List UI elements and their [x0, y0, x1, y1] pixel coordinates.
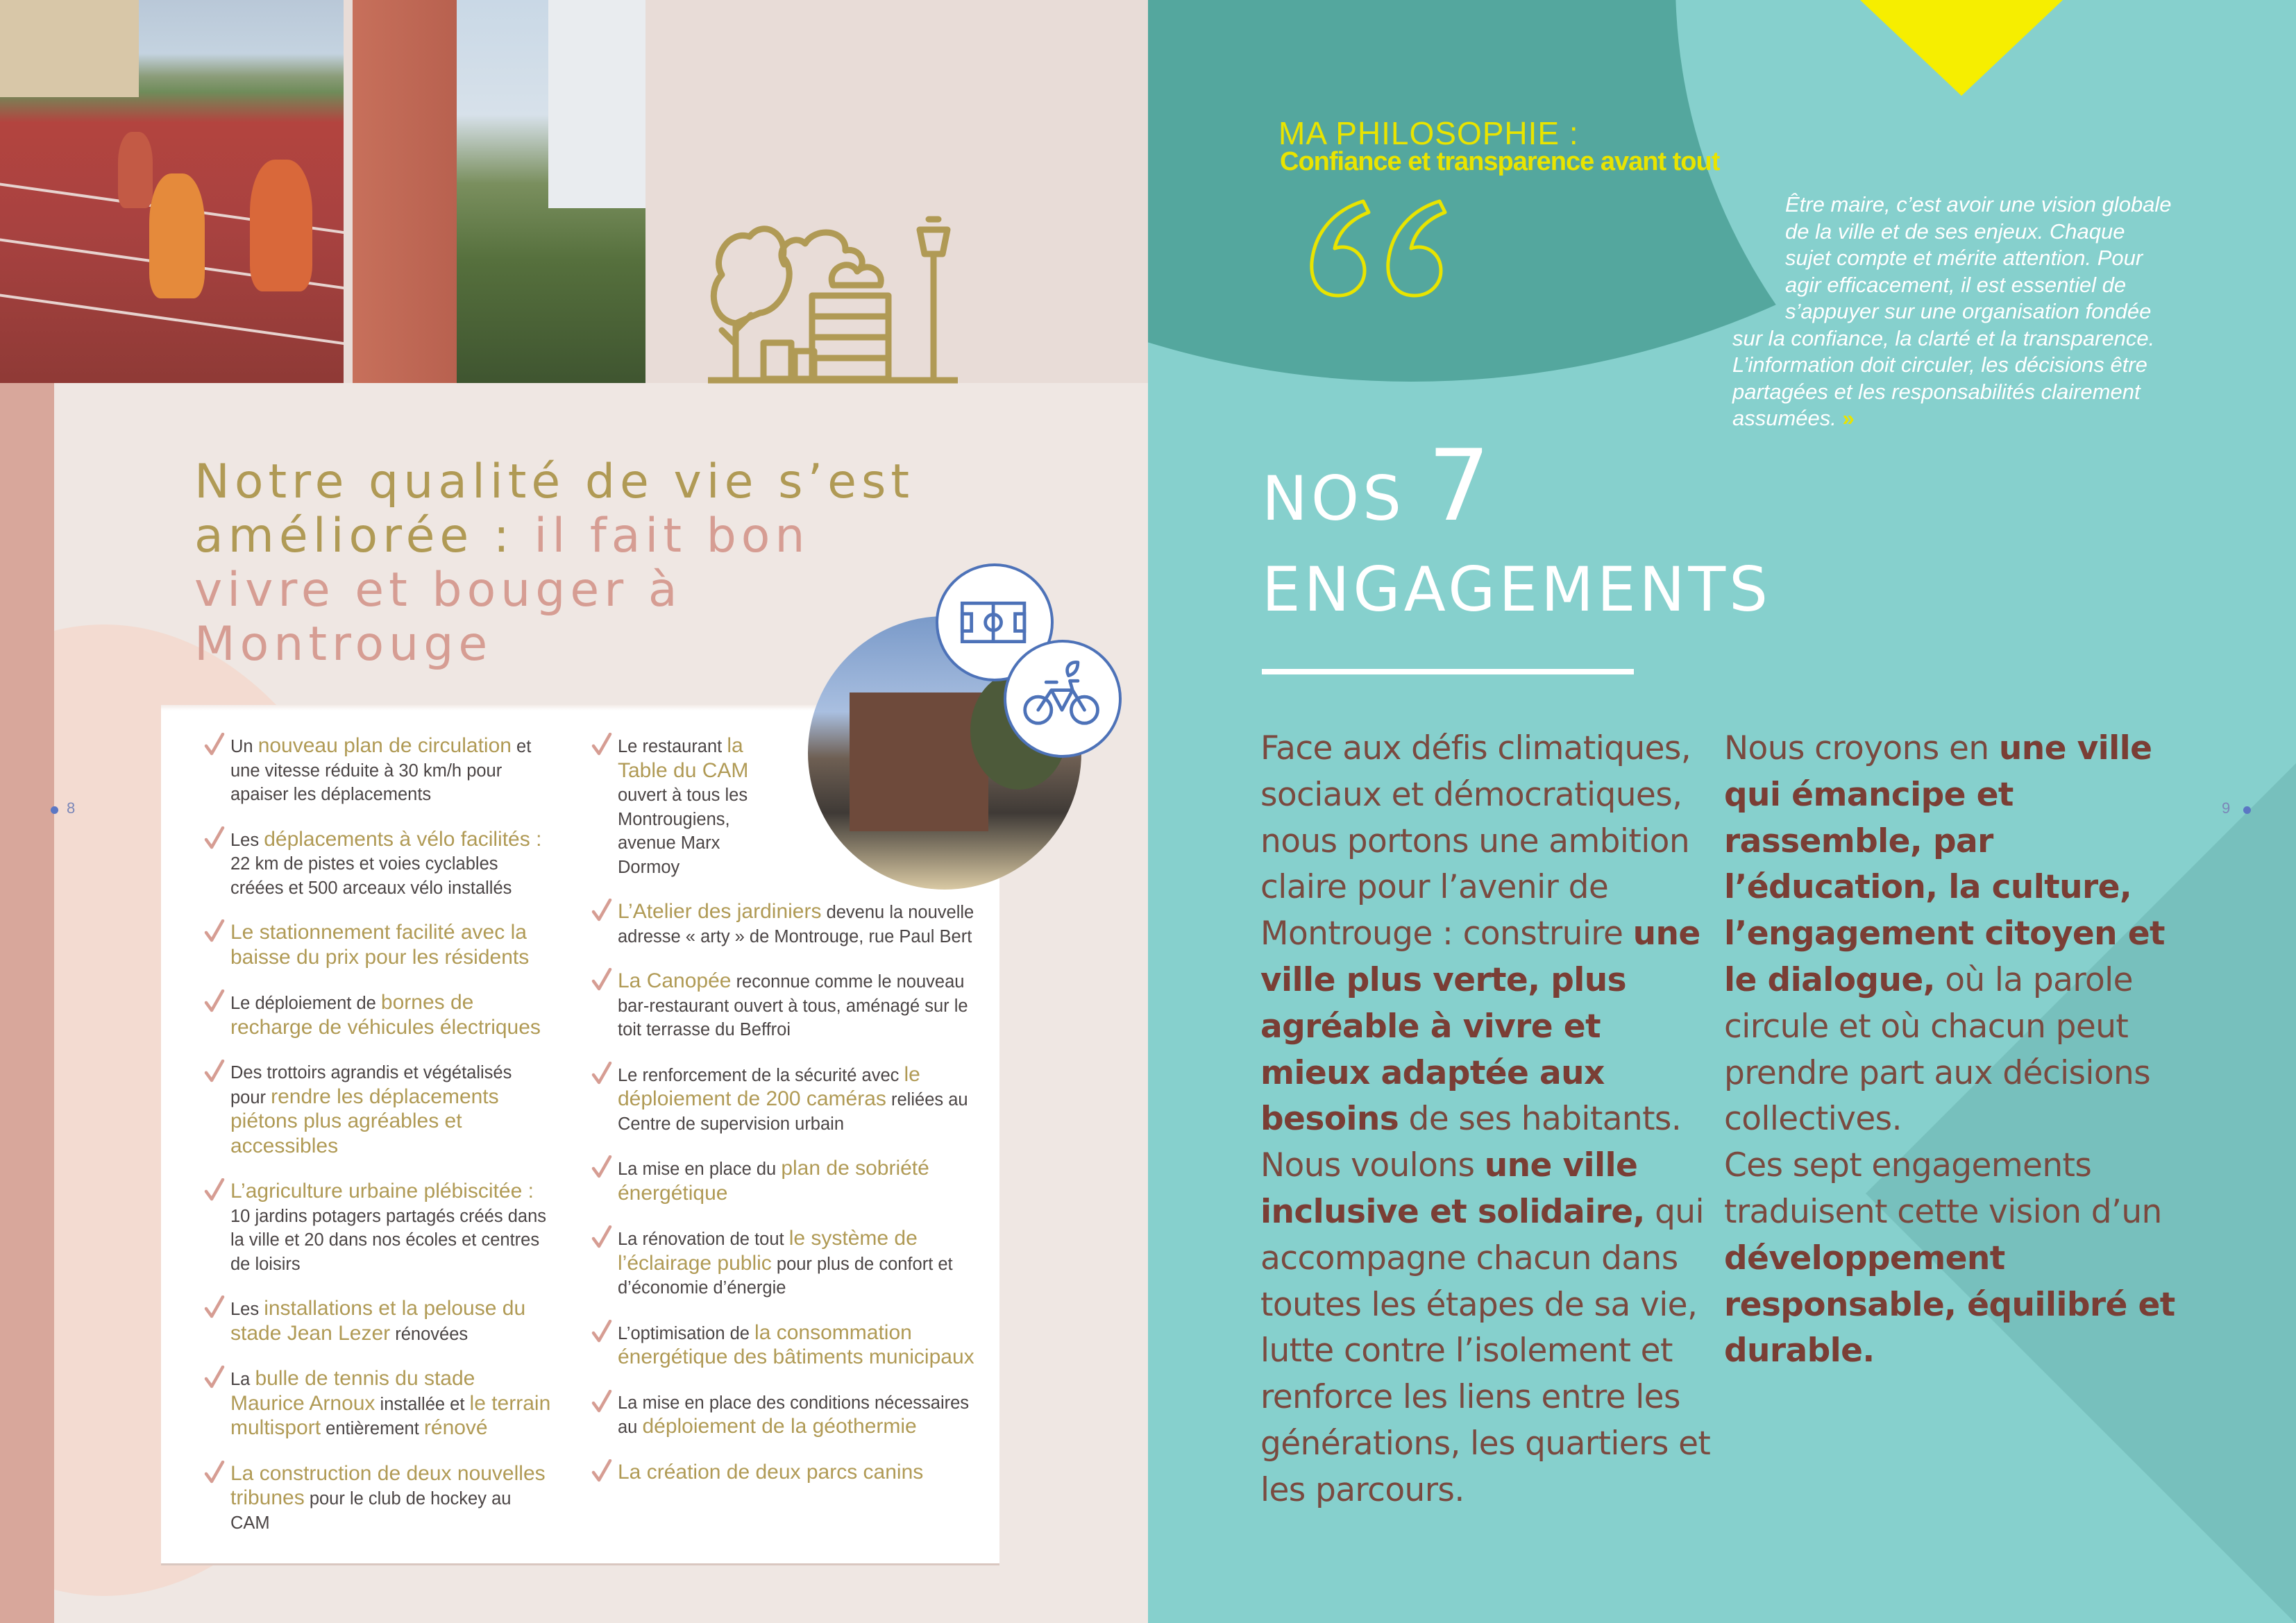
- title-part-rose: il fait bon vivre et bouger à Montrouge: [194, 509, 810, 672]
- item-highlight: L’agriculture urbaine plébiscitée :: [230, 1180, 534, 1203]
- achievements-column-1: [204, 734, 551, 1556]
- item-text: Des trottoirs agrandis et végétalisés pour: [230, 1063, 512, 1107]
- card-bottom-rule: [161, 1563, 999, 1565]
- item-text: pour plus de confort et d’économie d’énergie: [618, 1254, 953, 1298]
- item-highlight: rénové: [423, 1416, 488, 1439]
- photo-building: [850, 692, 988, 831]
- checkmark-icon: [204, 989, 225, 1013]
- list-item: [204, 1061, 551, 1159]
- body-text: qui accompagne chacun dans toutes les étapes de sa vie, lutte contre l’isolement et renforce les liens entre les générations, les quartiers et les parcours.: [1260, 1192, 1711, 1509]
- list-item: [591, 734, 786, 879]
- list-item: [204, 1367, 551, 1441]
- quote-line: sur la confiance, la clarté et la transparence.: [1732, 325, 2155, 350]
- item-text: rénovées: [390, 1324, 469, 1344]
- checkmark-icon: [204, 1461, 225, 1484]
- yellow-triangle-shape: [1860, 0, 2063, 96]
- checkmark-icon: [591, 1459, 612, 1483]
- list-item: [591, 969, 980, 1042]
- bicycle-bubble: [1004, 640, 1122, 758]
- checkmark-icon: [591, 1390, 612, 1413]
- quote-block-full: [1732, 325, 2274, 432]
- list-item: [591, 1391, 980, 1440]
- checkmark-icon: [591, 1320, 612, 1343]
- checkmark-icon: [591, 1155, 612, 1179]
- item-text: La: [230, 1370, 255, 1389]
- heading-engagements: ENGAGEMENTS: [1262, 554, 1772, 625]
- list-item: [204, 1180, 551, 1276]
- item-text: reconnue comme le nouveau bar-restaurant ouvert à tous, aménagé sur le toit terrasse du Beffroi: [618, 972, 968, 1039]
- heading-underline: [1262, 669, 1634, 674]
- item-text: entièrement: [321, 1419, 424, 1438]
- photo-building: [0, 0, 139, 97]
- item-text: 10 jardins potagers partagés créés dans la ville et 20 dans nos écoles et centres de loisirs: [230, 1206, 547, 1274]
- list-item: [591, 1461, 980, 1486]
- item-text: Le renforcement de la sécurité avec: [618, 1065, 904, 1085]
- quote-line: [1732, 405, 2274, 432]
- list-item: [204, 734, 551, 807]
- item-text: Le restaurant: [618, 737, 727, 756]
- checkmark-icon: [591, 733, 612, 756]
- quote-line: sujet compte et mérite attention. Pour: [1785, 246, 2143, 270]
- checkmark-icon: [591, 899, 612, 922]
- item-highlight: bornes de recharge de véhicules électriques: [230, 991, 541, 1039]
- list-item: [204, 991, 551, 1040]
- quote-line-end: assumées.: [1732, 406, 1837, 430]
- page-dot: [2243, 806, 2251, 814]
- photo-running-track: [0, 0, 344, 383]
- quote-line: Être maire, c’est avoir une vision globale: [1785, 192, 2172, 216]
- item-highlight: le terrain multisport: [230, 1391, 551, 1439]
- item-text: La rénovation de tout: [618, 1230, 789, 1249]
- item-highlight: La création de deux parcs canins: [618, 1460, 924, 1484]
- item-text: La mise en place du: [618, 1159, 782, 1179]
- list-item: [591, 1321, 980, 1370]
- body-text: où la parole circule et où chacun peut prendre part aux décisions collectives.: [1724, 960, 2151, 1139]
- quote-line: L’information doit circuler, les décisions être: [1732, 352, 2147, 377]
- body-column-1: [1260, 726, 1719, 1514]
- item-highlight: plan de sobriété énergétique: [618, 1157, 929, 1205]
- checkmark-icon: [204, 733, 225, 756]
- photo-child: [118, 132, 153, 208]
- item-highlight: le déploiement de 200 caméras: [618, 1062, 920, 1110]
- checkmark-icon: [204, 1060, 225, 1083]
- quote-line: agir efficacement, il est essentiel de: [1785, 272, 2127, 297]
- checkmark-icon: [204, 826, 225, 850]
- photo-building: [548, 0, 645, 208]
- item-text: devenu la nouvelle adresse « arty » de Montrouge, rue Paul Bert: [618, 903, 974, 946]
- engagements-heading: [1262, 429, 1772, 627]
- body-bold: une ville plus verte, plus agréable à vivre et mieux adaptée aux besoins: [1260, 915, 1700, 1139]
- quote-line: partagées et les responsabilités clairement: [1732, 379, 2141, 404]
- list-item: [204, 921, 551, 970]
- page-number: 9: [2222, 799, 2231, 817]
- item-highlight: déplacements à vélo facilités :: [264, 827, 542, 851]
- item-highlight: bulle de tennis du stade Maurice Arnoux: [230, 1367, 475, 1415]
- left-page-title: [194, 455, 944, 672]
- body-column-2: [1724, 726, 2182, 1375]
- item-highlight: La construction de deux nouvelles tribunes: [230, 1461, 546, 1509]
- list-item: [204, 1297, 551, 1346]
- checkmark-icon: [204, 1178, 225, 1202]
- heading-number: 7: [1427, 429, 1491, 543]
- quote-close-mark: »: [1842, 406, 1855, 430]
- item-highlight: nouveau plan de circulation: [258, 734, 512, 757]
- body-text: Face aux défis climatiques, sociaux et démocratiques, nous portons une ambition claire pour l’avenir de Montrouge : construire: [1260, 729, 1691, 953]
- item-highlight: la Table du CAM: [618, 734, 749, 782]
- list-item: [204, 828, 551, 901]
- item-highlight: rendre les déplacements piétons plus agréables et accessibles: [230, 1085, 499, 1157]
- list-item: [591, 1063, 980, 1137]
- page-number: 8: [67, 799, 76, 817]
- philosophy-subtitle: Confiance et transparence avant tout: [1280, 147, 1720, 176]
- item-text: Les: [230, 830, 264, 850]
- quote-line: de la ville et de ses enjeux. Chaque: [1785, 219, 2125, 244]
- item-text: Les: [230, 1300, 264, 1319]
- body-text: Ces sept engagements traduisent cette vision d’un: [1724, 1146, 2162, 1231]
- body-bold: une ville qui émancipe et rassemble, par l’éducation, la culture, l’engagement citoyen et le dialogue,: [1724, 729, 2165, 999]
- item-text: pour le club de hockey au CAM: [230, 1489, 512, 1533]
- track-lane: [0, 290, 344, 350]
- checkmark-icon: [591, 1062, 612, 1085]
- body-text: de ses habitants.: [1399, 1100, 1682, 1139]
- photo-brick-wall: [353, 0, 457, 383]
- left-color-strip: [0, 383, 54, 1623]
- list-item: [204, 1462, 551, 1536]
- philosophy-title: MA PHILOSOPHIE :: [1278, 115, 1579, 151]
- item-highlight: installations et la pelouse du stade Jean Lezer: [230, 1297, 526, 1345]
- quote-block-indented: [1785, 192, 2271, 325]
- item-text: ouvert à tous les Montrougiens, avenue Marx Dormoy: [618, 785, 748, 877]
- quote-line: s’appuyer sur une organisation fondée: [1785, 299, 2152, 323]
- city-park-pictogram: [708, 192, 958, 393]
- checkmark-icon: [591, 968, 612, 992]
- item-text: installée et: [375, 1394, 470, 1414]
- item-text: reliées au Centre de supervision urbain: [618, 1090, 968, 1134]
- item-text: Le déploiement de: [230, 994, 381, 1013]
- checkmark-icon: [204, 1366, 225, 1389]
- body-text: Nous voulons: [1260, 1146, 1485, 1185]
- bicycle-icon: [1006, 643, 1119, 755]
- body-text: Nous croyons en: [1724, 729, 1999, 767]
- item-highlight: La Canopée: [618, 969, 732, 992]
- item-text: La mise en place des conditions nécessaires au: [618, 1393, 970, 1437]
- title-part-gold: Notre qualité de vie s’est améliorée :: [194, 454, 915, 563]
- photo-child: [250, 160, 312, 291]
- item-highlight: Le stationnement facilité avec la baisse du prix pour les résidents: [230, 921, 530, 969]
- heading-nos: NOS: [1262, 463, 1428, 534]
- photo-child: [149, 173, 205, 298]
- list-item: [591, 1157, 980, 1206]
- body-bold: développement responsable, équilibré et durable.: [1724, 1239, 2175, 1370]
- checkmark-icon: [204, 1295, 225, 1319]
- item-text: 22 km de pistes et voies cyclables créées et 500 arceaux vélo installés: [230, 854, 512, 898]
- list-item: [591, 1227, 980, 1300]
- item-text: L’optimisation de: [618, 1323, 755, 1343]
- item-highlight: la consommation énergétique des bâtiments municipaux: [618, 1320, 974, 1368]
- item-highlight: le système de l’éclairage public: [618, 1227, 918, 1275]
- item-text: et une vitesse réduite à 30 km/h pour apaiser les déplacements: [230, 737, 532, 804]
- photo-urban-garden: [353, 0, 645, 383]
- list-item: [591, 900, 980, 949]
- quote-open-icon: [1308, 196, 1459, 300]
- page-dot: [51, 806, 58, 814]
- checkmark-icon: [591, 1225, 612, 1249]
- item-text: Un: [230, 737, 258, 756]
- body-bold: une ville inclusive et solidaire,: [1260, 1146, 1645, 1231]
- item-highlight: L’Atelier des jardiniers: [618, 900, 822, 923]
- checkmark-icon: [204, 919, 225, 943]
- item-highlight: déploiement de la géothermie: [642, 1415, 917, 1438]
